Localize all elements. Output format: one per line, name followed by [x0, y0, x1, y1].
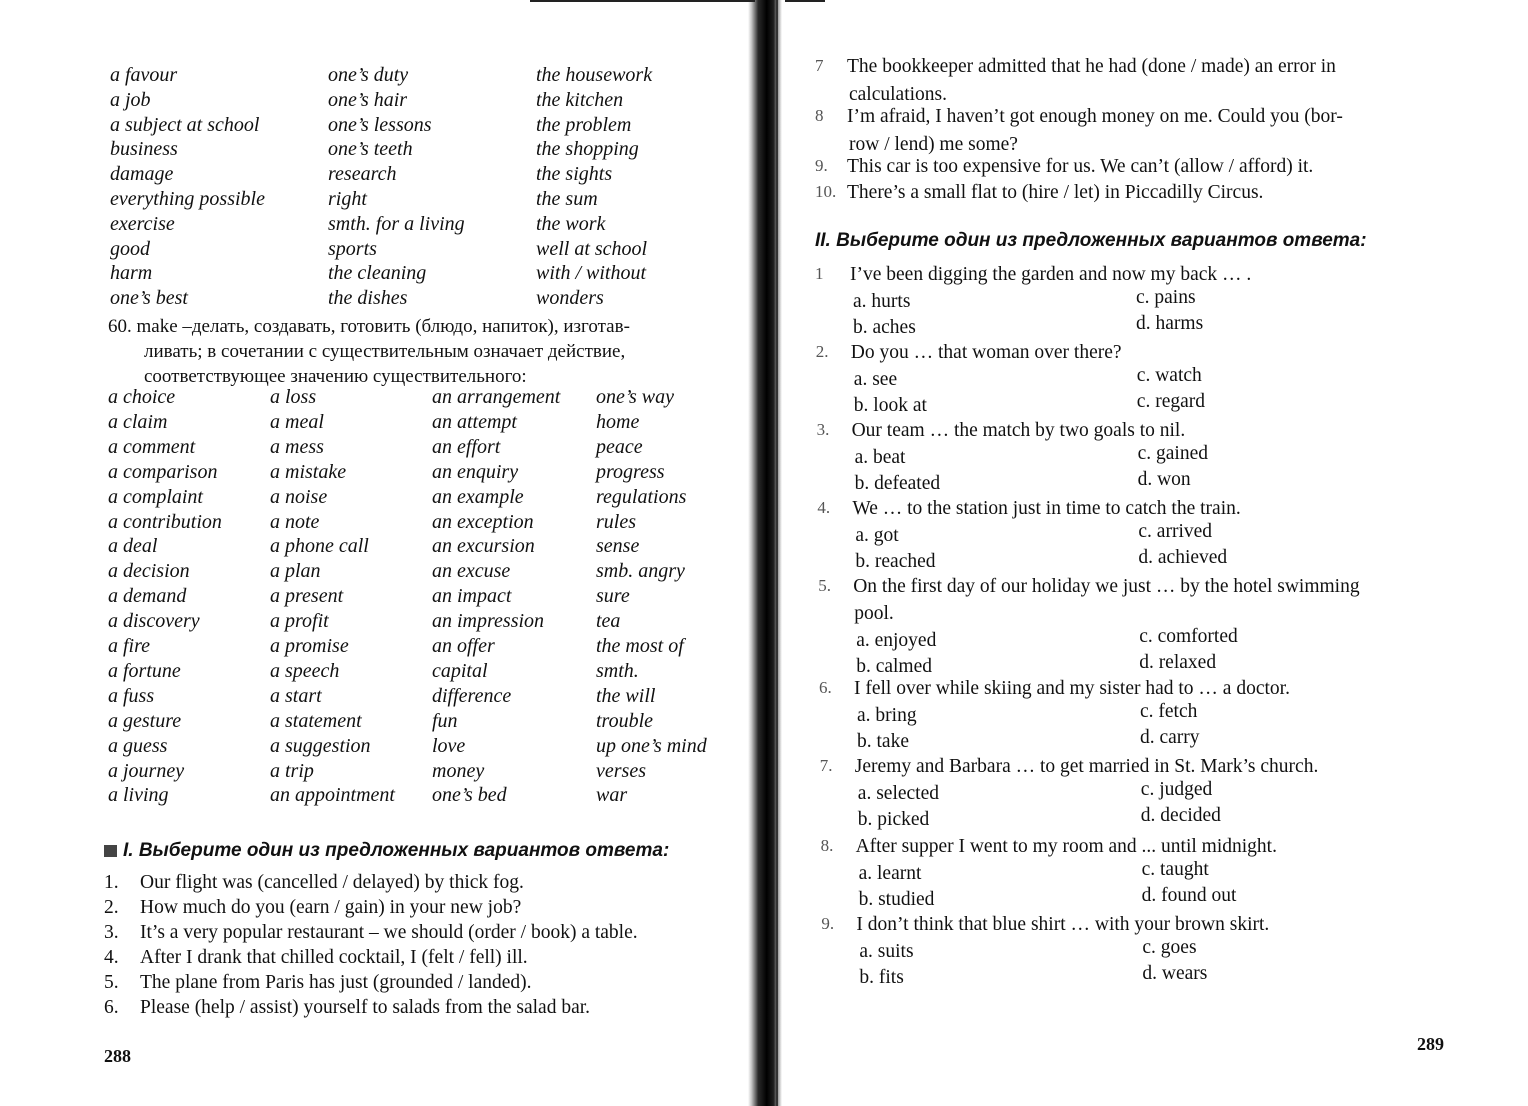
- vocab-word: a loss: [270, 386, 317, 408]
- vocab-word: peace: [596, 435, 643, 458]
- item-number: 10.: [815, 182, 837, 201]
- vocab-word: fun: [432, 709, 458, 732]
- item-number: 1.: [104, 872, 119, 893]
- vocab-word: the work: [536, 212, 606, 235]
- vocab-word: the cleaning: [328, 262, 427, 285]
- answer-option-d: d. carry: [1140, 727, 1200, 748]
- vocab-word: one’s hair: [328, 88, 408, 111]
- vocab-word: sense: [596, 535, 640, 558]
- vocab-word: love: [432, 734, 466, 757]
- item-text-line-1: I’m afraid, I haven’t got enough money on me. Could you (bor-: [847, 106, 1343, 127]
- vocab-word: one’s duty: [328, 64, 409, 86]
- vocab-word: well at school: [536, 237, 648, 260]
- vocab-word: a fuss: [108, 684, 155, 707]
- answer-option-b: b. reached: [855, 551, 936, 572]
- answer-option-d: d. achieved: [1138, 547, 1228, 568]
- exercise-item: [104, 897, 521, 919]
- page-number-left: 288: [104, 1046, 131, 1066]
- left-page: [0, 0, 760, 1106]
- vocab-word: one’s best: [110, 287, 188, 310]
- item-text-line-1: The bookkeeper admitted that he had (done / made) an error in: [847, 56, 1336, 77]
- answer-option-c: c. watch: [1136, 365, 1202, 386]
- item-number: 2.: [104, 897, 119, 918]
- question-text-line-2: pool.: [854, 603, 894, 624]
- answer-option-b: b. look at: [853, 395, 927, 416]
- vocab-word: a deal: [108, 535, 158, 558]
- question-number: 2.: [815, 342, 829, 361]
- page-number-right: 289: [1417, 1034, 1444, 1054]
- vocab-word: a plan: [270, 560, 321, 583]
- vocab-word: a meal: [270, 410, 324, 433]
- vocab-word: difference: [432, 684, 512, 707]
- vocab-word: a note: [270, 510, 320, 533]
- question-number: 3.: [816, 420, 830, 439]
- question-text: I’ve been digging the garden and now my back … .: [850, 264, 1252, 285]
- question-text: Our team … the match by two goals to nil.: [851, 420, 1186, 441]
- vocab-word: wonders: [536, 287, 604, 310]
- answer-option-c: c. taught: [1141, 859, 1209, 880]
- vocab-word: smth. for a living: [328, 212, 465, 235]
- exercise-item: [104, 997, 590, 1019]
- answer-option-d: d. found out: [1141, 885, 1237, 906]
- vocab-word: good: [110, 237, 150, 260]
- item-number: 9.: [815, 156, 828, 175]
- vocab-word: a mess: [270, 435, 324, 458]
- answer-option-c: c. arrived: [1138, 521, 1213, 542]
- question-text: Do you … that woman over there?: [850, 342, 1122, 363]
- item-number: 7: [815, 56, 824, 75]
- vocab-word: up one’s mind: [596, 734, 707, 757]
- answer-option-a: a. bring: [857, 705, 917, 726]
- item-60-line-2: ливать; в сочетании с существительным означает действие,: [144, 341, 626, 362]
- answer-option-a: a. suits: [859, 941, 914, 962]
- vocab-word: with / without: [536, 262, 647, 285]
- vocab-word: business: [110, 138, 178, 161]
- vocab-word: an enquiry: [432, 460, 519, 483]
- vocab-word: the problem: [536, 113, 632, 136]
- vocab-word: a comment: [108, 435, 196, 458]
- item-60-line-1: 60. make –делать, создавать, готовить (блюдо, напиток), изготав-: [108, 316, 630, 337]
- vocab-word: an exception: [432, 510, 534, 533]
- vocab-word: a phone call: [270, 535, 369, 558]
- vocab-word: an arrangement: [432, 386, 561, 408]
- vocab-word: a favour: [110, 64, 178, 86]
- vocab-word: an example: [432, 485, 524, 508]
- vocab-word: an offer: [432, 635, 495, 657]
- item-number: 6.: [104, 997, 119, 1018]
- item-text-line-2: calculations.: [849, 84, 948, 105]
- vocab-word: regulations: [596, 485, 687, 508]
- answer-option-d: c. regard: [1136, 391, 1205, 412]
- item-text-line-1: This car is too expensive for us. We can’t (allow / afford) it.: [847, 156, 1314, 177]
- vocab-word: a subject at school: [110, 113, 260, 136]
- answer-option-a: a. selected: [857, 783, 939, 804]
- vocab-word: a mistake: [270, 460, 347, 483]
- exercise-2-heading: [815, 230, 1367, 252]
- square-bullet-icon: [104, 845, 117, 857]
- item-60-description: [108, 314, 734, 389]
- vocab-word: an impression: [432, 610, 545, 633]
- vocab-word: a job: [110, 88, 151, 111]
- item-text: After I drank that chilled cocktail, I (felt / fell) ill.: [140, 947, 528, 968]
- answer-option-d: d. won: [1137, 469, 1191, 490]
- vocab-word: research: [328, 163, 397, 186]
- question-number: 1: [815, 264, 824, 283]
- question-number: 9.: [821, 914, 835, 933]
- vocab-word: a statement: [270, 709, 362, 732]
- vocab-word: a suggestion: [270, 734, 371, 757]
- vocab-word: an impact: [432, 585, 512, 608]
- vocab-word: a fire: [108, 635, 151, 657]
- question-number: 6.: [819, 678, 832, 697]
- item-60-line-3: соответствующее значению существительного:: [144, 366, 527, 387]
- vocab-word: the housework: [536, 64, 653, 86]
- item-text: Please (help / assist) yourself to salads from the salad bar.: [140, 997, 591, 1018]
- answer-option-d: d. relaxed: [1139, 652, 1217, 673]
- vocab-word: a demand: [108, 585, 187, 608]
- vocab-word: sports: [328, 237, 377, 260]
- item-number: 8: [815, 106, 824, 125]
- answer-option-d: d. decided: [1140, 805, 1221, 826]
- vocab-word: a present: [270, 585, 344, 608]
- answer-option-b: b. aches: [853, 317, 916, 338]
- answer-option-a: a. beat: [854, 447, 906, 468]
- right-page: [785, 0, 1528, 1106]
- vocab-word: a guess: [108, 734, 168, 757]
- answer-option-a: a. got: [855, 525, 899, 546]
- book-spine-line: [776, 0, 778, 1106]
- answer-option-c: c. goes: [1142, 937, 1197, 958]
- vocab-word: a gesture: [108, 709, 182, 732]
- answer-option-a: a. see: [853, 369, 898, 390]
- vocab-word: war: [596, 784, 628, 807]
- vocab-word: smth.: [596, 659, 639, 682]
- vocab-word: the shopping: [536, 138, 639, 161]
- answer-option-b: b. defeated: [854, 473, 941, 494]
- vocab-word: everything possible: [110, 188, 265, 210]
- vocab-word: rules: [596, 510, 636, 533]
- answer-option-c: c. fetch: [1140, 701, 1198, 722]
- question-text: I don’t think that blue shirt … with your brown skirt.: [856, 914, 1270, 935]
- answer-option-c: c. comforted: [1139, 626, 1238, 647]
- exercise-2-heading-text: II. Выберите один из предложенных вариантов ответа:: [815, 230, 1367, 251]
- exercise-1-heading: [104, 840, 669, 862]
- answer-option-b: b. fits: [859, 967, 904, 988]
- vocab-word: home: [596, 410, 640, 433]
- question-text: On the first day of our holiday we just … by the hotel swimming: [853, 576, 1360, 597]
- vocab-word: a claim: [108, 410, 168, 433]
- vocab-word: progress: [596, 460, 665, 483]
- vocab-word: a journey: [108, 759, 185, 782]
- item-number: 5.: [104, 972, 119, 993]
- vocab-word: verses: [596, 759, 646, 782]
- vocab-word: a decision: [108, 560, 190, 583]
- vocab-word: a living: [108, 784, 169, 807]
- exercise-1-heading-text: I. Выберите один из предложенных вариантов ответа:: [123, 840, 670, 861]
- item-text-line-2: row / lend) me some?: [849, 134, 1018, 155]
- vocab-word: a fortune: [108, 659, 181, 682]
- vocab-word: the most of: [596, 635, 684, 657]
- vocab-word: trouble: [596, 709, 654, 732]
- item-text: How much do you (earn / gain) in your new job?: [140, 897, 522, 918]
- answer-option-b: b. studied: [858, 889, 935, 910]
- question-number: 7.: [819, 756, 833, 775]
- vocab-word: a comparison: [108, 460, 218, 483]
- answer-option-c: c. gained: [1137, 443, 1208, 464]
- vocab-word: exercise: [110, 212, 175, 235]
- question-number: 8.: [820, 836, 834, 855]
- vocab-word: a contribution: [108, 510, 222, 533]
- vocab-word: the sum: [536, 188, 598, 210]
- question-text: Jeremy and Barbara … to get married in St. Mark’s church.: [854, 756, 1319, 777]
- vocab-word: an excuse: [432, 560, 511, 583]
- answer-option-b: b. calmed: [856, 656, 932, 677]
- item-text: It’s a very popular restaurant – we should (order / book) a table.: [140, 922, 638, 943]
- answer-option-d: d. wears: [1142, 963, 1208, 984]
- vocab-word: a start: [270, 684, 322, 707]
- answer-option-a: a. hurts: [853, 291, 911, 312]
- answer-option-c: c. pains: [1136, 287, 1196, 308]
- vocab-word: a speech: [270, 659, 340, 682]
- item-number: 3.: [104, 922, 119, 943]
- question-text: After supper I went to my room and ... until midnight.: [855, 836, 1277, 857]
- answer-option-c: c. judged: [1140, 779, 1213, 800]
- vocab-word: an excursion: [432, 535, 535, 558]
- exercise-item: [104, 972, 532, 994]
- question-number: 5.: [818, 576, 831, 595]
- vocab-word: the sights: [536, 163, 613, 186]
- answer-option-a: a. enjoyed: [856, 630, 937, 651]
- answer-option-a: a. learnt: [858, 863, 922, 884]
- vocab-word: a complaint: [108, 485, 203, 508]
- vocab-word: one’s lessons: [328, 113, 432, 136]
- vocab-word: the kitchen: [536, 88, 624, 111]
- answer-option-d: d. harms: [1136, 313, 1204, 334]
- vocab-word: a noise: [270, 485, 328, 508]
- vocab-word: a discovery: [108, 610, 200, 633]
- vocab-word: money: [432, 759, 485, 782]
- vocab-word: a choice: [108, 386, 176, 408]
- vocab-word: an appointment: [270, 784, 395, 807]
- vocab-word: smb. angry: [596, 560, 685, 583]
- vocab-word: one’s teeth: [328, 138, 413, 161]
- vocab-word: the will: [596, 684, 656, 707]
- exercise-item: [104, 922, 638, 944]
- item-text-line-1: There’s a small flat to (hire / let) in Piccadilly Circus.: [847, 182, 1264, 203]
- vocab-word: harm: [110, 262, 153, 285]
- vocab-word: a promise: [270, 635, 349, 657]
- vocab-word: tea: [596, 610, 621, 633]
- item-text: Our flight was (cancelled / delayed) by thick fog.: [140, 872, 524, 893]
- question-text: We … to the station just in time to catch the train.: [852, 498, 1241, 519]
- vocab-word: one’s way: [596, 386, 674, 408]
- vocab-word: right: [328, 188, 367, 210]
- vocab-word: an attempt: [432, 410, 517, 433]
- answer-option-b: b. take: [857, 731, 909, 752]
- vocab-word: a profit: [270, 610, 329, 633]
- vocab-word: capital: [432, 659, 488, 682]
- exercise-item: [104, 872, 524, 894]
- exercise-item: [104, 947, 528, 969]
- question-text: I fell over while skiing and my sister had to … a doctor.: [854, 678, 1290, 699]
- vocab-word: an effort: [432, 435, 501, 458]
- item-text: The plane from Paris has just (grounded / landed).: [140, 972, 532, 993]
- vocab-word: the dishes: [328, 287, 408, 310]
- vocab-word: one’s bed: [432, 784, 507, 807]
- vocab-word: damage: [110, 163, 174, 186]
- question-number: 4.: [817, 498, 831, 517]
- answer-option-b: b. picked: [857, 809, 930, 830]
- vocab-word: sure: [596, 585, 630, 608]
- item-number: 4.: [104, 947, 119, 968]
- vocab-word: a trip: [270, 759, 314, 782]
